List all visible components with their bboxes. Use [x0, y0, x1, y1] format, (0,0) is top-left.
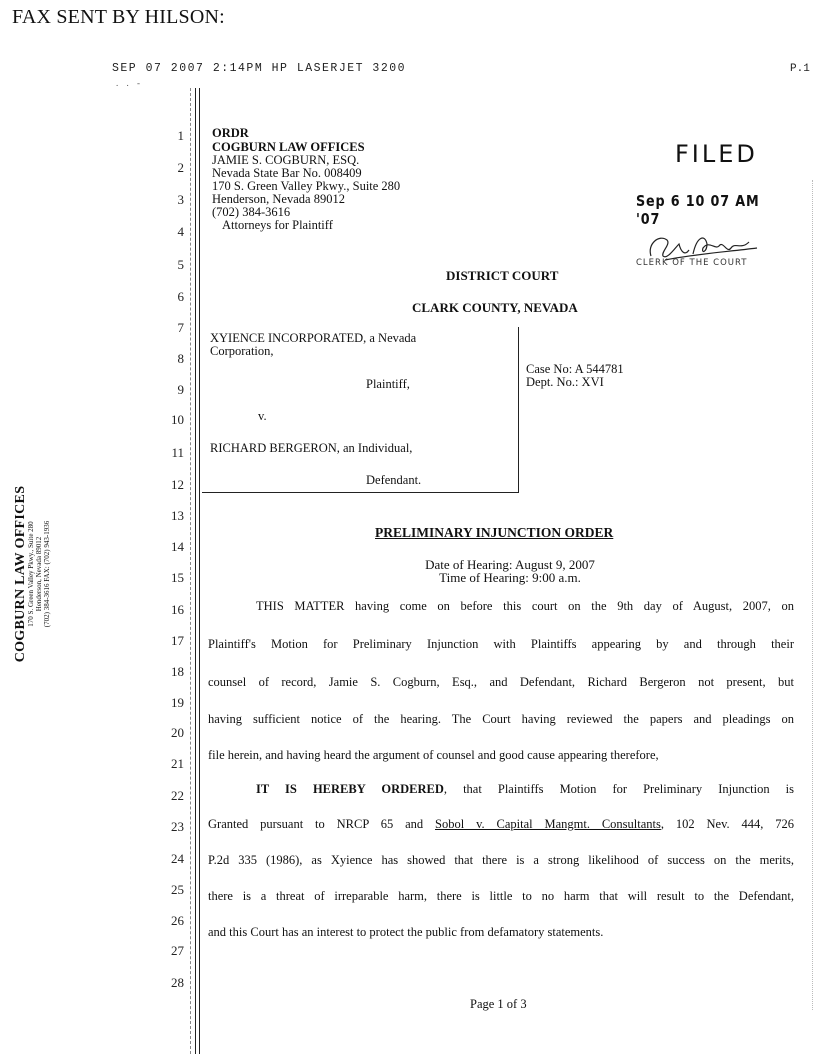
attorney-role: Attorneys for Plaintiff: [222, 218, 333, 232]
body-line-17: Plaintiff's Motion for Preliminary Injunction with Plaintiffs appearing by and through their: [208, 637, 794, 651]
line-number: 19: [171, 695, 184, 710]
line-number: 17: [171, 633, 184, 648]
line-number: 11: [171, 445, 184, 460]
body-line-20: file herein, and having heard the argument of counsel and good cause appearing therefore,: [208, 748, 659, 762]
firm-city: Henderson, Nevada 89012: [212, 192, 345, 206]
pleading-margin-line: [195, 88, 196, 1054]
line-number: 28: [171, 975, 184, 990]
line-number: 20: [171, 725, 184, 740]
vertical-firm-phone: (702) 384-3616 FAX: (702) 943-1936: [42, 520, 51, 628]
body-line-25: there is a threat of irreparable harm, there is little to no harm that will result to the Defendant,: [208, 889, 794, 903]
line-number: 6: [177, 289, 184, 304]
body-line-26: and this Court has an interest to protect the public from defamatory statements.: [208, 925, 604, 939]
pleading-margin-line-inner: [199, 88, 200, 1054]
line-number: 27: [171, 943, 184, 958]
line-number: 3: [177, 192, 184, 207]
page-footer: Page 1 of 3: [470, 997, 527, 1011]
line-number: 1: [177, 128, 184, 143]
plaintiff-label: Plaintiff,: [366, 377, 410, 391]
bar-number: Nevada State Bar No. 008409: [212, 166, 362, 180]
body-line-23: Granted pursuant to NRCP 65 and Sobol v. Capital Mangmt. Consultants, 102 Nev. 444, 726: [208, 817, 794, 831]
court-name: DISTRICT COURT: [446, 268, 559, 283]
clerk-of-court: CLERK OF THE COURT: [636, 258, 748, 268]
filed-word: FILED: [675, 140, 758, 168]
case-citation: Sobol v. Capital Mangmt. Consultants: [435, 817, 661, 831]
pleading-rail: [190, 88, 192, 1054]
body-line-18: counsel of record, Jamie S. Cogburn, Esq., and Defendant, Richard Bergeron not present, but: [208, 675, 794, 689]
firm-name: COGBURN LAW OFFICES: [212, 140, 365, 154]
court-county: CLARK COUNTY, NEVADA: [412, 300, 578, 315]
plaintiff-type: Corporation,: [210, 344, 274, 358]
fax-header: FAX SENT BY HILSON:: [12, 6, 225, 28]
line-number: 5: [177, 257, 184, 272]
vertical-firm-sidebar: [13, 464, 51, 684]
body-line-22: IT IS HEREBY ORDERED, that Plaintiffs Motion for Preliminary Injunction is: [256, 782, 794, 796]
firm-phone: (702) 384-3616: [212, 205, 291, 219]
line-number: 23: [171, 819, 184, 834]
line-number: 12: [171, 477, 184, 492]
vertical-firm-city: Henderson, Nevada 89012: [34, 536, 43, 612]
firm-address: 170 S. Green Valley Pkwy., Suite 280: [212, 179, 401, 193]
line-number: 24: [171, 851, 184, 866]
defendant-name: RICHARD BERGERON, an Individual,: [210, 441, 413, 455]
line-number: 7: [177, 320, 184, 335]
fax-machine-line: SEP 07 2007 2:14PM HP LASERJET 3200: [112, 62, 407, 75]
line-number: 2: [177, 160, 184, 175]
line-number: 14: [171, 539, 184, 554]
line-number: 22: [171, 788, 184, 803]
filed-date: Sep 6 10 07 AM '07: [636, 192, 760, 228]
attorney-name: JAMIE S. COGBURN, ESQ.: [212, 153, 360, 167]
line-number: 13: [171, 508, 184, 523]
fax-page-mark: P.1: [790, 63, 810, 75]
line-number: 8: [177, 351, 184, 366]
plaintiff-name: XYIENCE INCORPORATED, a Nevada: [210, 331, 417, 345]
order-title: PRELIMINARY INJUNCTION ORDER: [375, 525, 614, 540]
line-number: 10: [171, 412, 184, 427]
dept-number: Dept. No.: XVI: [526, 375, 604, 389]
hearing-time: Time of Hearing: 9:00 a.m.: [439, 570, 581, 585]
line-number: 21: [171, 756, 184, 771]
doc-code: ORDR: [212, 126, 249, 140]
vertical-firm-name: COGBURN LAW OFFICES: [12, 485, 28, 663]
line-number: 9: [177, 382, 184, 397]
margin-dots: . . -: [116, 78, 143, 88]
line-number: 4: [177, 224, 184, 239]
line-number: 18: [171, 664, 184, 679]
vertical-firm-address: 170 S. Green Valley Pkwy., Suite 280: [27, 521, 36, 627]
right-edge-line: [812, 180, 813, 1010]
line-number: 15: [171, 570, 184, 585]
line-number: 25: [171, 882, 184, 897]
case-number: Case No: A 544781: [526, 362, 624, 376]
line-number: 16: [171, 602, 184, 617]
hearing-date: Date of Hearing: August 9, 2007: [425, 557, 595, 572]
ordered-phrase: IT IS HEREBY ORDERED: [256, 782, 444, 796]
versus: v.: [258, 409, 267, 423]
defendant-label: Defendant.: [366, 473, 422, 487]
body-line-19: having sufficient notice of the hearing. The Court having reviewed the papers and pleadings on: [208, 712, 794, 726]
body-line-16: THIS MATTER having come on before this court on the 9th day of August, 2007, on: [256, 599, 794, 613]
body-line-24: P.2d 335 (1986), as Xyience has showed that there is a strong likelihood of success on the merits,: [208, 853, 794, 867]
line-number: 26: [171, 913, 184, 928]
